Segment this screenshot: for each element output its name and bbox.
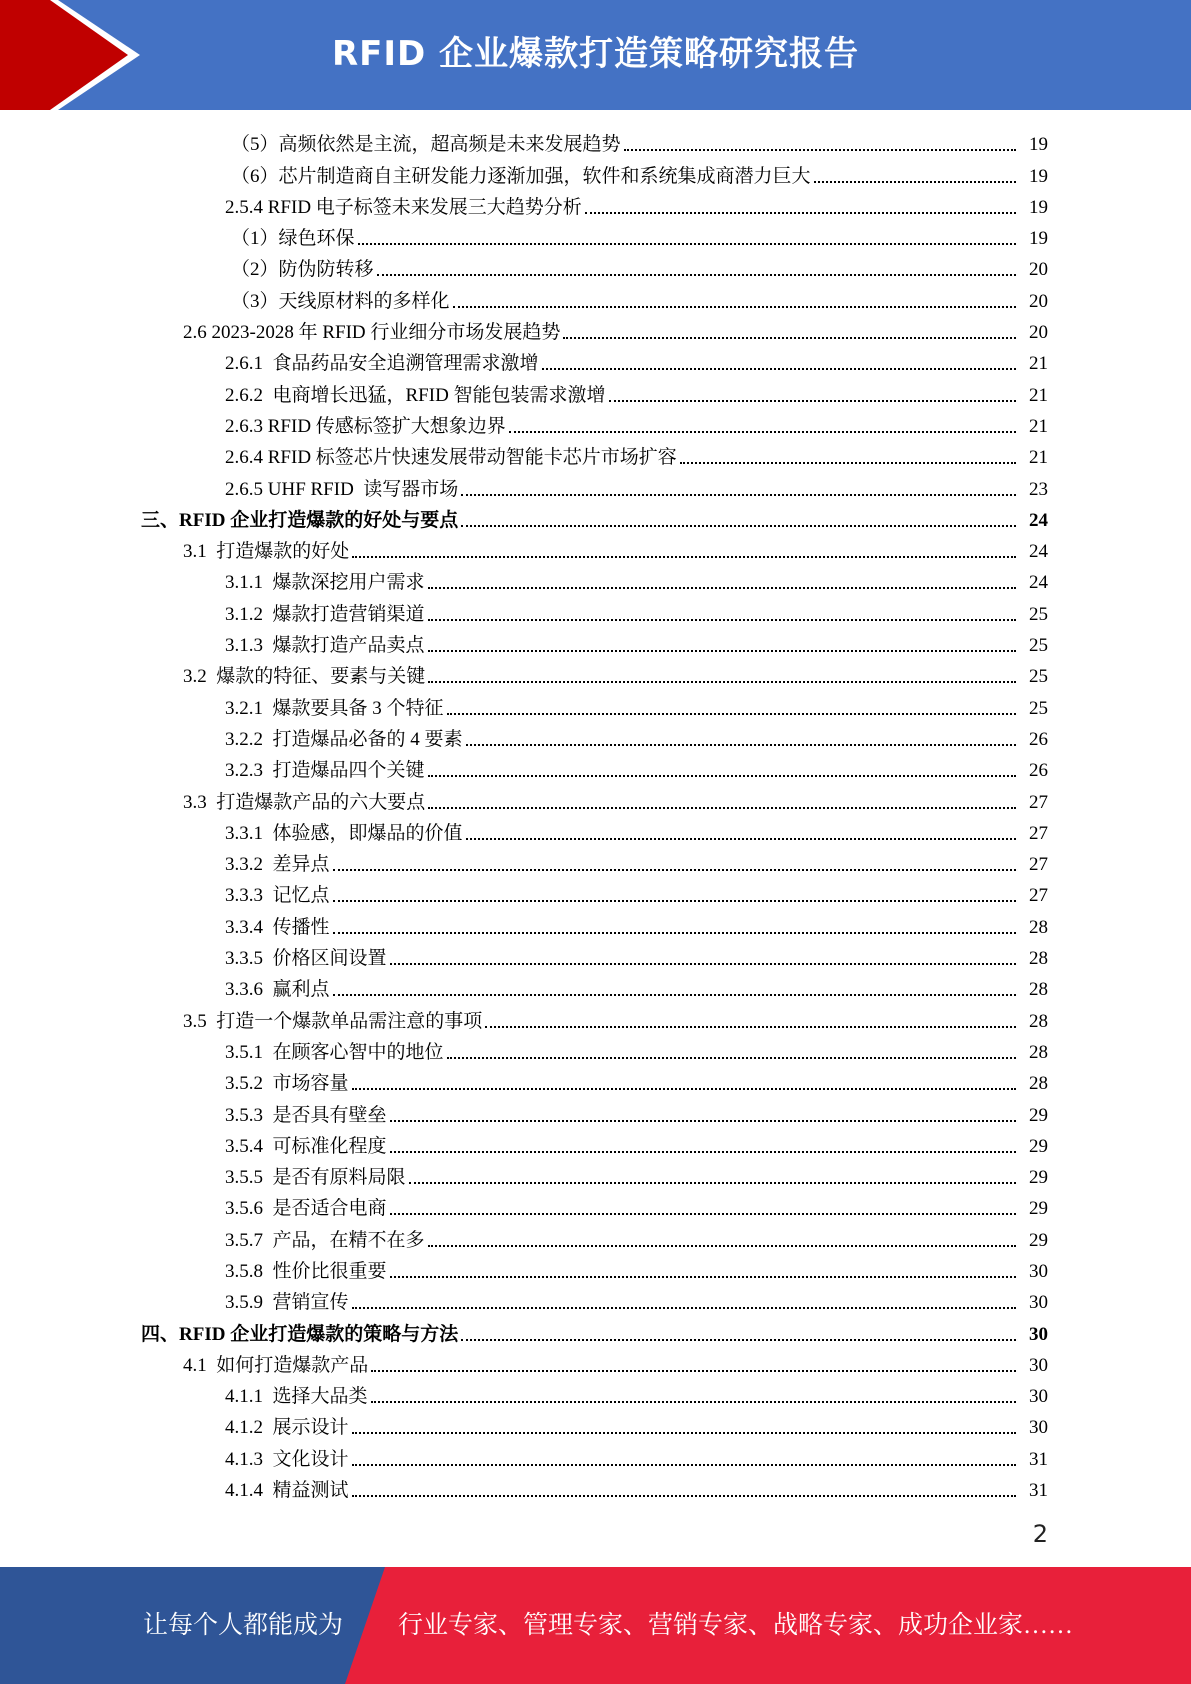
toc-entry[interactable] <box>0 1097 1191 1128</box>
toc-entry[interactable] <box>0 221 1191 252</box>
toc-dot-leader <box>390 1213 1016 1215</box>
toc-entry-title: 3.5.1 在顾客心智中的地位 <box>225 1041 444 1063</box>
toc-entry[interactable] <box>0 1348 1191 1379</box>
toc-entry-title: 4.1.3 文化设计 <box>225 1448 349 1470</box>
toc-entry-page: 28 <box>1029 948 1048 970</box>
toc-dot-leader <box>542 368 1016 370</box>
toc-entry[interactable] <box>0 283 1191 314</box>
toc-entry-page: 24 <box>1029 572 1048 594</box>
toc-entry-title: 四、RFID 企业打造爆款的策略与方法 <box>141 1323 459 1345</box>
toc-entry-title: 2.6.3 RFID 传感标签扩大想象边界 <box>225 415 506 437</box>
toc-entry-title: 3.3.1 体验感，即爆品的价值 <box>225 822 463 844</box>
toc-entry-title: 3.2 爆款的特征、要素与关键 <box>183 666 426 688</box>
toc-dot-leader <box>680 462 1016 464</box>
table-of-contents <box>0 127 1191 1504</box>
toc-dot-leader <box>624 149 1016 151</box>
toc-entry[interactable] <box>0 1441 1191 1472</box>
toc-entry[interactable] <box>0 972 1191 1003</box>
toc-entry-title: 3.5.3 是否具有壁垒 <box>225 1104 387 1126</box>
toc-entry-title: 2.6.2 电商增长迅猛，RFID 智能包装需求激增 <box>225 384 606 406</box>
toc-dot-leader <box>447 1057 1016 1059</box>
toc-entry[interactable] <box>0 1379 1191 1410</box>
toc-entry[interactable] <box>0 1316 1191 1347</box>
toc-entry-page: 21 <box>1029 447 1048 469</box>
toc-entry[interactable] <box>0 158 1191 189</box>
toc-entry-page: 19 <box>1029 228 1048 250</box>
toc-entry-page: 20 <box>1029 259 1048 281</box>
toc-dot-leader <box>390 963 1016 965</box>
toc-dot-leader <box>333 994 1016 996</box>
toc-entry[interactable] <box>0 190 1191 221</box>
toc-dot-leader <box>585 212 1016 214</box>
toc-dot-leader <box>466 744 1016 746</box>
toc-dot-leader <box>333 869 1016 871</box>
toc-entry[interactable] <box>0 1003 1191 1034</box>
toc-entry-page: 25 <box>1029 635 1048 657</box>
toc-entry-page: 26 <box>1029 760 1048 782</box>
toc-entry-page: 27 <box>1029 791 1048 813</box>
toc-dot-leader <box>428 681 1016 683</box>
toc-entry[interactable] <box>0 1285 1191 1316</box>
toc-entry-title: 3.5.8 性价比很重要 <box>225 1260 387 1282</box>
toc-entry-title: 3.2.1 爆款要具备 3 个特征 <box>225 697 444 719</box>
footer-slogan-right: 行业专家、管理专家、营销专家、战略专家、成功企业家…… <box>398 1612 1074 1639</box>
toc-entry-title: 3.5.4 可标准化程度 <box>225 1135 387 1157</box>
toc-entry-page: 25 <box>1029 697 1048 719</box>
toc-entry-page: 25 <box>1029 666 1048 688</box>
toc-dot-leader <box>428 619 1016 621</box>
toc-entry[interactable] <box>0 127 1191 158</box>
toc-entry-page: 25 <box>1029 603 1048 625</box>
report-title: RFID 企业爆款打造策略研究报告 <box>331 34 860 74</box>
toc-entry-title: 4.1.4 精益测试 <box>225 1480 349 1502</box>
toc-entry-page: 31 <box>1029 1448 1048 1470</box>
toc-entry[interactable] <box>0 596 1191 627</box>
toc-dot-leader <box>461 525 1016 527</box>
toc-dot-leader <box>352 1307 1016 1309</box>
toc-entry[interactable] <box>0 847 1191 878</box>
toc-entry-title: （3）天线原材料的多样化 <box>231 290 450 312</box>
toc-entry-page: 24 <box>1029 509 1048 531</box>
toc-dot-leader <box>390 1151 1016 1153</box>
toc-entry-page: 30 <box>1029 1386 1048 1408</box>
toc-dot-leader <box>390 1276 1016 1278</box>
toc-entry-page: 29 <box>1029 1167 1048 1189</box>
toc-entry-title: 3.3.5 价格区间设置 <box>225 948 387 970</box>
toc-dot-leader <box>563 337 1016 339</box>
toc-dot-leader <box>358 243 1016 245</box>
toc-entry-page: 28 <box>1029 979 1048 1001</box>
toc-entry[interactable] <box>0 1191 1191 1222</box>
toc-dot-leader <box>428 1245 1016 1247</box>
toc-entry[interactable] <box>0 878 1191 909</box>
toc-entry-page: 27 <box>1029 854 1048 876</box>
toc-entry-title: 3.5.2 市场容量 <box>225 1073 349 1095</box>
toc-entry-title: 3.1.1 爆款深挖用户需求 <box>225 572 425 594</box>
toc-entry-title: 3.5.7 产品，在精不在多 <box>225 1229 425 1251</box>
toc-dot-leader <box>428 587 1016 589</box>
toc-dot-leader <box>447 713 1016 715</box>
toc-entry[interactable] <box>0 471 1191 502</box>
toc-entry[interactable] <box>0 659 1191 690</box>
toc-entry-page: 19 <box>1029 134 1048 156</box>
toc-entry-title: 3.5.6 是否适合电商 <box>225 1198 387 1220</box>
toc-entry-title: 3.3.2 差异点 <box>225 854 330 876</box>
toc-entry-title: 4.1.1 选择大品类 <box>225 1386 368 1408</box>
toc-entry-title: 3.1.2 爆款打造营销渠道 <box>225 603 425 625</box>
toc-entry[interactable] <box>0 1473 1191 1504</box>
toc-entry[interactable] <box>0 1160 1191 1191</box>
page-header <box>0 0 1191 110</box>
toc-entry-page: 28 <box>1029 1010 1048 1032</box>
toc-entry-page: 29 <box>1029 1229 1048 1251</box>
footer-slogan-left: 让每个人都能成为 <box>143 1612 344 1639</box>
toc-dot-leader <box>609 400 1016 402</box>
toc-dot-leader <box>352 1088 1016 1090</box>
toc-entry-title: 三、RFID 企业打造爆款的好处与要点 <box>141 509 459 531</box>
toc-entry-page: 28 <box>1029 916 1048 938</box>
toc-entry-page: 19 <box>1029 165 1048 187</box>
toc-entry-page: 30 <box>1029 1417 1048 1439</box>
toc-entry-title: 3.2.2 打造爆品必备的 4 要素 <box>225 728 463 750</box>
toc-entry-page: 24 <box>1029 541 1048 563</box>
toc-entry-title: 3.2.3 打造爆品四个关键 <box>225 760 425 782</box>
toc-entry[interactable] <box>0 534 1191 565</box>
toc-dot-leader <box>371 1401 1016 1403</box>
toc-entry[interactable] <box>0 503 1191 534</box>
toc-dot-leader <box>461 1339 1016 1341</box>
toc-entry-page: 20 <box>1029 290 1048 312</box>
toc-entry-page: 30 <box>1029 1292 1048 1314</box>
toc-entry-title: 4.1 如何打造爆款产品 <box>183 1354 369 1376</box>
toc-entry-title: 2.6.5 UHF RFID 读写器市场 <box>225 478 459 500</box>
toc-entry-title: （2）防伪防转移 <box>231 259 374 281</box>
toc-dot-leader <box>453 306 1016 308</box>
toc-entry-page: 26 <box>1029 728 1048 750</box>
toc-entry-title: 3.3.3 记忆点 <box>225 885 330 907</box>
toc-entry-page: 31 <box>1029 1480 1048 1502</box>
toc-entry-title: （6）芯片制造商自主研发能力逐渐加强，软件和系统集成商潜力巨大 <box>231 165 811 187</box>
toc-entry-page: 20 <box>1029 322 1048 344</box>
toc-dot-leader <box>333 932 1016 934</box>
toc-dot-leader <box>428 775 1016 777</box>
toc-entry-title: 2.6 2023-2028 年 RFID 行业细分市场发展趋势 <box>183 322 561 344</box>
toc-dot-leader <box>409 1182 1016 1184</box>
toc-entry[interactable] <box>0 816 1191 847</box>
toc-entry-title: 3.1.3 爆款打造产品卖点 <box>225 635 425 657</box>
toc-entry[interactable] <box>0 565 1191 596</box>
toc-dot-leader <box>377 274 1016 276</box>
toc-entry-page: 29 <box>1029 1135 1048 1157</box>
toc-entry[interactable] <box>0 628 1191 659</box>
toc-entry[interactable] <box>0 315 1191 346</box>
toc-entry[interactable] <box>0 409 1191 440</box>
toc-entry[interactable] <box>0 1254 1191 1285</box>
toc-entry[interactable] <box>0 377 1191 408</box>
toc-entry[interactable] <box>0 252 1191 283</box>
toc-entry-title: 3.3.6 赢利点 <box>225 979 330 1001</box>
toc-dot-leader <box>390 1120 1016 1122</box>
toc-dot-leader <box>371 1370 1016 1372</box>
toc-dot-leader <box>509 431 1016 433</box>
toc-entry[interactable] <box>0 1222 1191 1253</box>
toc-entry[interactable] <box>0 1129 1191 1160</box>
toc-dot-leader <box>461 494 1016 496</box>
toc-entry-page: 29 <box>1029 1104 1048 1126</box>
toc-entry[interactable] <box>0 346 1191 377</box>
toc-entry-page: 21 <box>1029 415 1048 437</box>
toc-entry-page: 29 <box>1029 1198 1048 1220</box>
toc-entry-title: 3.3.4 传播性 <box>225 916 330 938</box>
toc-entry-page: 30 <box>1029 1260 1048 1282</box>
toc-dot-leader <box>485 1026 1016 1028</box>
toc-dot-leader <box>814 181 1016 183</box>
toc-dot-leader <box>352 1464 1016 1466</box>
page-number: 2 <box>1032 1520 1048 1548</box>
toc-dot-leader <box>428 807 1016 809</box>
toc-entry-page: 27 <box>1029 822 1048 844</box>
toc-entry-page: 19 <box>1029 196 1048 218</box>
toc-entry-title: 3.5.5 是否有原料局限 <box>225 1167 406 1189</box>
toc-dot-leader <box>352 556 1016 558</box>
toc-entry-title: 3.5 打造一个爆款单品需注意的事项 <box>183 1010 483 1032</box>
toc-entry[interactable] <box>0 909 1191 940</box>
toc-entry-title: 3.1 打造爆款的好处 <box>183 541 350 563</box>
toc-entry-title: 2.6.1 食品药品安全追溯管理需求激增 <box>225 353 539 375</box>
toc-dot-leader <box>333 900 1016 902</box>
toc-entry-title: 3.3 打造爆款产品的六大要点 <box>183 791 426 813</box>
toc-entry-page: 28 <box>1029 1073 1048 1095</box>
toc-entry[interactable] <box>0 690 1191 721</box>
toc-dot-leader <box>428 650 1016 652</box>
toc-entry[interactable] <box>0 1410 1191 1441</box>
toc-entry-title: （1）绿色环保 <box>231 228 355 250</box>
toc-dot-leader <box>466 838 1016 840</box>
toc-entry-page: 30 <box>1029 1323 1048 1345</box>
toc-entry-title: 4.1.2 展示设计 <box>225 1417 349 1439</box>
toc-entry-page: 30 <box>1029 1354 1048 1376</box>
toc-entry[interactable] <box>0 1066 1191 1097</box>
page-footer <box>0 1567 1191 1684</box>
toc-entry-title: 2.5.4 RFID 电子标签未来发展三大趋势分析 <box>225 196 582 218</box>
toc-entry[interactable] <box>0 784 1191 815</box>
toc-dot-leader <box>352 1432 1016 1434</box>
toc-entry[interactable] <box>0 753 1191 784</box>
toc-entry-page: 28 <box>1029 1041 1048 1063</box>
toc-entry[interactable] <box>0 722 1191 753</box>
toc-entry-page: 21 <box>1029 353 1048 375</box>
toc-dot-leader <box>352 1495 1016 1497</box>
toc-entry-title: （5）高频依然是主流，超高频是未来发展趋势 <box>231 134 621 156</box>
toc-entry-page: 23 <box>1029 478 1048 500</box>
toc-entry[interactable] <box>0 941 1191 972</box>
toc-entry[interactable] <box>0 1035 1191 1066</box>
toc-entry-title: 3.5.9 营销宣传 <box>225 1292 349 1314</box>
toc-entry-page: 21 <box>1029 384 1048 406</box>
toc-entry-title: 2.6.4 RFID 标签芯片快速发展带动智能卡芯片市场扩容 <box>225 447 677 469</box>
toc-entry-page: 27 <box>1029 885 1048 907</box>
toc-entry[interactable] <box>0 440 1191 471</box>
